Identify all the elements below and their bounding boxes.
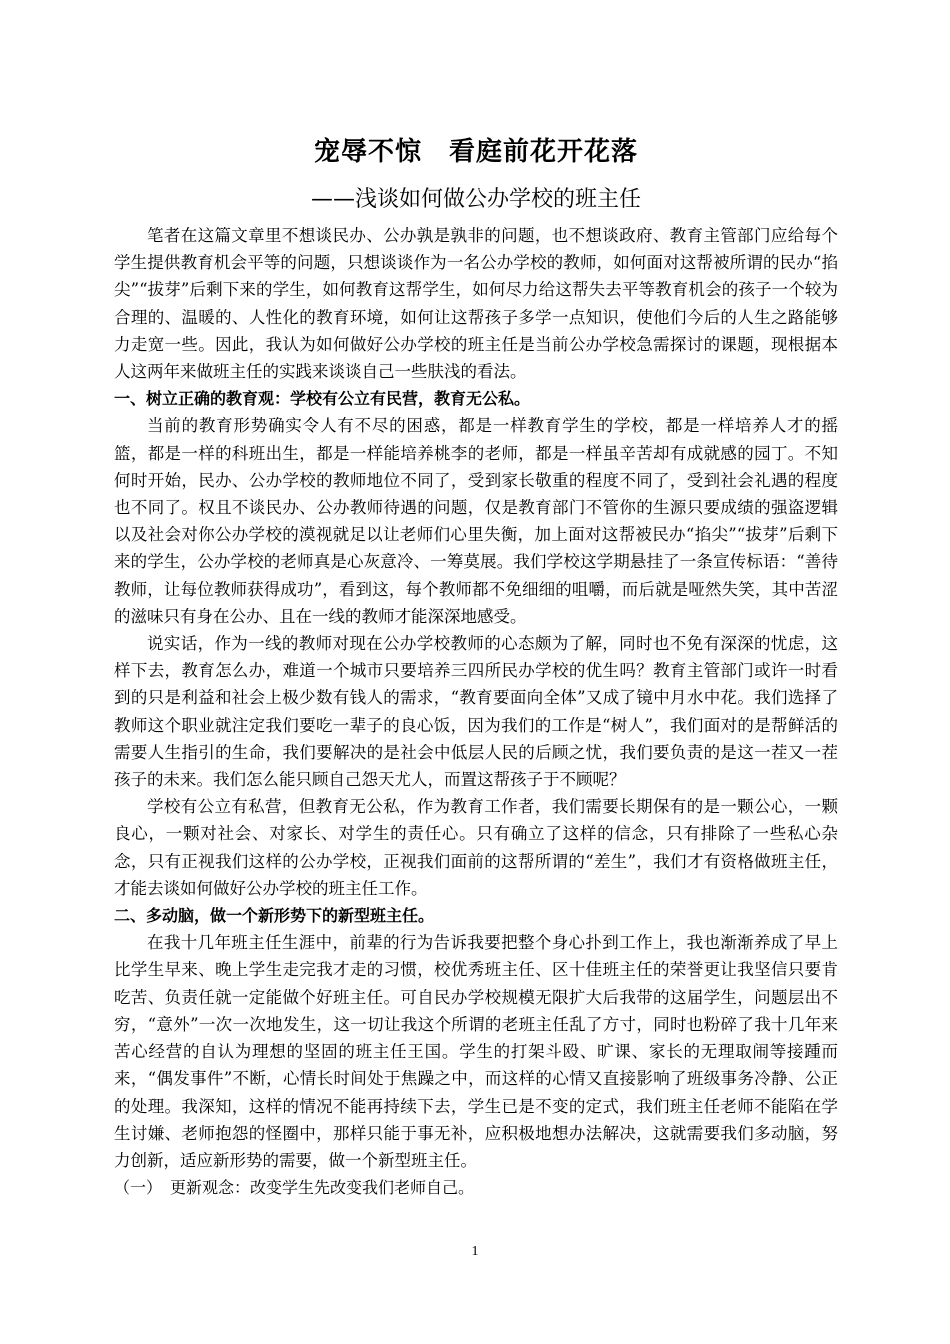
section-1-paragraph-1: 当前的教育形势确实令人有不尽的困惑，都是一样教育学生的学校，都是一样培养人才的摇篮，都是一样的科班出生，都是一样能培养桃李的老师，都是一样虽辛苦却有成就感的园丁。不知何时开始，民办、公办学校的教师地位不同了，受到家长敬重的程度不同了，受到社会礼遇的程度也不同了。权且不谈民办、公办教师待遇的问题，仅是教育部门不管你的生源只要成绩的强盗逻辑以及社会对你公办学校的漠视就足以让老师们心里失衡，加上面对这帮被民办“掐尖”“拔芽”后剩下来的学生，公办学校的老师真是心灰意冷、一筹莫展。我们学校这学期悬挂了一条宣传标语：“善待教师，让每位教师获得成功”，看到这，每个教师都不免细细的咀嚼，而后就是哑然失笑，其中苦涩的滋味只有身在公办、且在一线的教师才能深深地感受。 [114,416,838,626]
section-1-heading: 一、树立正确的教育观：学校有公立有民营，教育无公私。 [114,389,531,409]
document-page [114,126,838,1201]
document-subtitle: ——浅谈如何做公办学校的班主任 [310,187,641,212]
document-title: 宠辱不惊 看庭前花开花落 [313,137,638,167]
section-1-paragraph-2: 说实话，作为一线的教师对现在公办学校教师的心态颇为了解，同时也不免有深深的忧虑，这样下去，教育怎么办，难道一个城市只要培养三四所民办学校的优生吗？教育主管部门或许一时看到的只是利益和社会上极少数有钱人的需求，“教育要面向全体”又成了镜中月水中花。我们选择了教师这个职业就注定我们要吃一辈子的良心饭，因为我们的工作是“树人”，我们面对的是帮鲜活的需要人生指引的生命，我们要解决的是社会中低层人民的后顾之忧，我们要负责的是这一茬又一茬孩子的未来。我们怎么能只顾自己怨天尤人，而置这帮孩子于不顾呢？ [114,634,838,790]
section-2-heading: 二、多动脑，做一个新形势下的新型班主任。 [114,906,435,926]
section-2-paragraph-1: 在我十几年班主任生涯中，前辈的行为告诉我要把整个身心扑到工作上，我也渐渐养成了早上比学生早来、晚上学生走完我才走的习惯，校优秀班主任、区十佳班主任的荣誉更让我坚信只要肯吃苦、负责任就一定能做个好班主任。可自民办学校规模无限扩大后我带的这届学生，问题层出不穷，“意外”一次一次地发生，这一切让我这个所谓的老班主任乱了方寸，同时也粉碎了我十几年来苦心经营的自认为理想的坚固的班主任王国。学生的打架斗殴、旷课、家长的无理取闹等接踵而来，“偶发事件”不断，心情长时间处于焦躁之中，而这样的心情又直接影响了班级事务冷静、公正的处理。我深知，这样的情况不能再持续下去，学生已是不变的定式，我们班主任老师不能陷在学生讨嫌、老师抱怨的怪圈中，那样只能于事无补，应积极地想办法解决，这就需要我们多动脑，努力创新，适应新形势的需要，做一个新型班主任。 [114,933,838,1170]
section-1-paragraph-3: 学校有公立有私营，但教育无公私，作为教育工作者，我们需要长期保有的是一颗公心，一颗良心，一颗对社会、对家长、对学生的责任心。只有确立了这样的信念，只有排除了一些私心杂念，只有正视我们这样的公办学校，正视我们面前的这帮所谓的“差生”，我们才有资格做班主任，才能去谈如何做好公办学校的班主任工作。 [114,797,838,898]
section-2-subheading: （一） 更新观念：改变学生先改变我们老师自己。 [114,1178,475,1198]
page-number: 1 [471,1244,479,1259]
intro-paragraph: 笔者在这篇文章里不想谈民办、公办孰是孰非的问题，也不想谈政府、教育主管部门应给每个学生提供教育机会平等的问题，只想谈谈作为一名公办学校的教师，如何面对这帮被所谓的民办“掐尖”“拔芽”后剩下来的学生，如何教育这帮学生，如何尽力给这帮失去平等教育机会的孩子一个较为合理的、温暖的、人性化的教育环境，如何让这帮孩子多学一点知识，使他们今后的人生之路能够力走宽一些。因此，我认为如何做好公办学校的班主任是当前公办学校急需探讨的课题，现根据本人这两年来做班主任的实践来谈谈自己一些肤浅的看法。 [114,226,838,382]
